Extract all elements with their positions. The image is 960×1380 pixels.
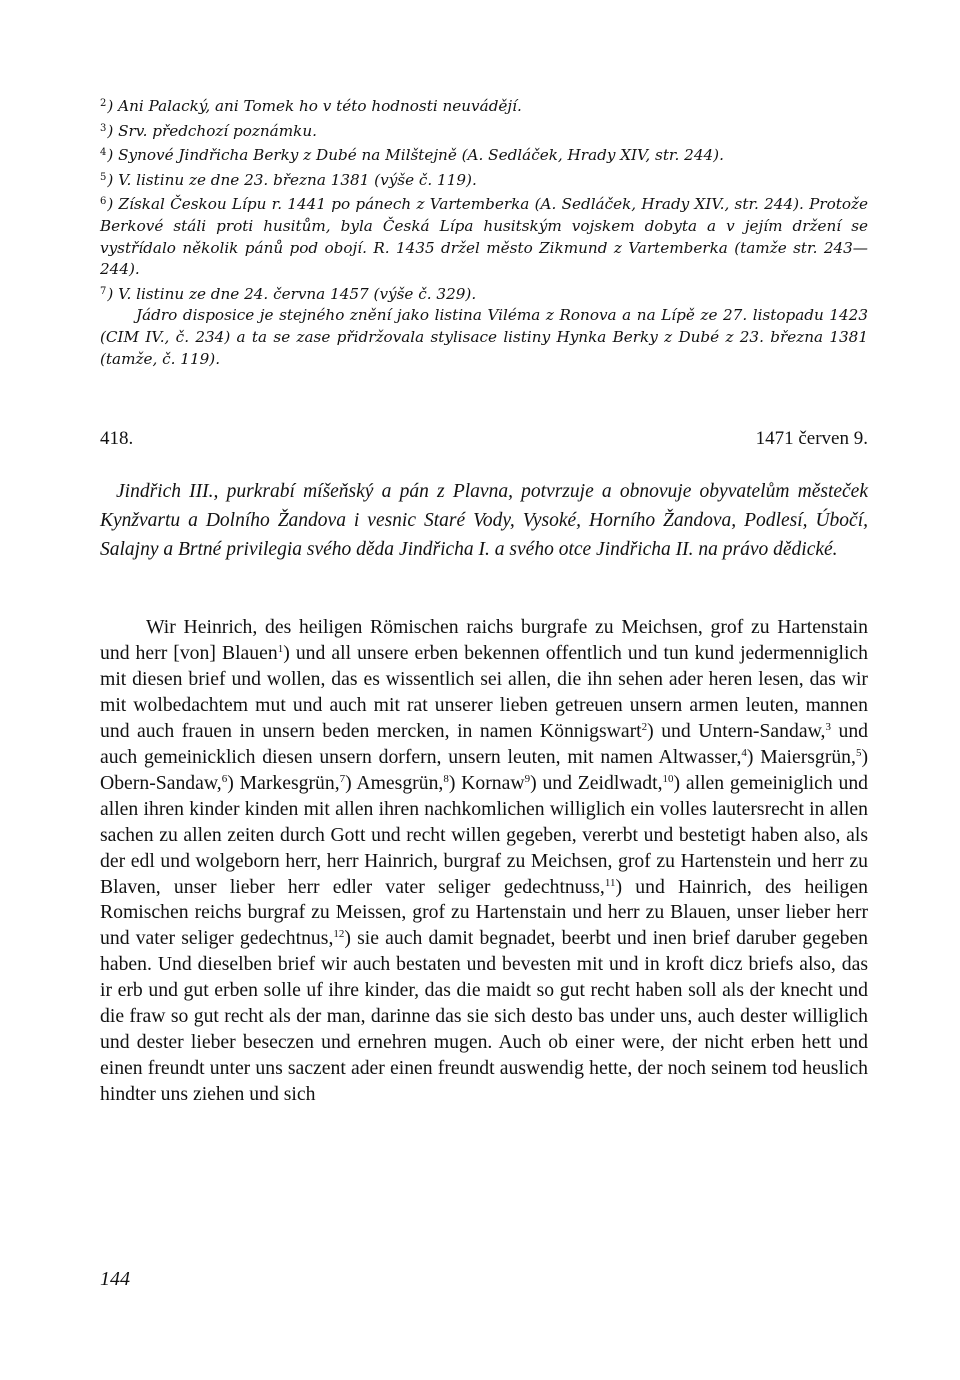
charter-text-segment: Wir Heinrich, des heiligen Römischen raichs burgrafe zu Meichsen, grof zu Hartenstain und herr [von] Blauen	[100, 616, 868, 664]
note-reference-mark: 6	[221, 772, 228, 785]
note-reference-mark: 8	[443, 772, 449, 785]
note-reference-mark: 7	[339, 772, 346, 785]
charter-text-segment: ) Markesgrün,	[227, 771, 340, 794]
note-reference-mark: 10	[662, 772, 674, 785]
charter-text-segment: ) Kornaw	[448, 771, 525, 794]
charter-text-segment: ) Obern-Sandaw,	[100, 745, 868, 794]
note-reference-mark: 2	[641, 720, 648, 733]
charter-text-segment: ) und Untern-Sandaw,	[647, 719, 826, 742]
page-number: 144	[100, 1268, 130, 1290]
charter-text-segment: ) und Hainrich, des heiligen Romischen reichs burgraf zu Meissen, grof zu Hartenstain und herr zu Blauen, unser lieber herr und vater seliger gedechtnus,	[100, 875, 868, 950]
footnote-4: $^4$) Synové Jindřicha Berky z Dubé na Milštejně (A. Sedláček, Hrady XIV, str. 244).	[100, 146, 724, 165]
footnote-disposition-note: Jádro disposice je stejného znění jako listina Viléma z Ronova a na Lípě ze 27. listopadu 1423 (CIM IV., č. 234) a ta se zase přidržovala stylisace listiny Hynka Berky z Dubé z 23. března 1381 (tamže, č. 119).	[100, 306, 868, 368]
charter-text	[100, 615, 868, 1108]
note-reference-mark: 11	[604, 876, 616, 889]
charter-text-segment: ) allen gemeiniglich und allen ihren kinder kinden mit allen ihren nachkomlichen williglich ein volles lautersrecht in allen sachen zu allen zeiten durch Gott und recht willen gegeben, vererbt und bestetigt haben also, als der edl und wolgeborn herr, herr Hainrich, burgraf zu Meichsen, grof zu Hartenstein und herr zu Blaven, unser lieber herr edler vater seliger gedechtnuss,	[100, 771, 869, 898]
footnote-3: $^3$) Srv. předchozí poznámku.	[100, 121, 317, 140]
footnote-6: $^6$) Získal Českou Lípu r. 1441 po pánech z Vartemberka (A. Sedláček, Hrady XIV., str. 244). Protože Berkové stáli proti husitům, byla Česká Lípa husitským vojskem dobyta a v jejím držení se vystřídalo několik pánů pod obojí. R. 1435 držel město Zikmund z Vartemberka (tamže str. 243—244).	[100, 195, 868, 279]
note-reference-mark: 4	[741, 746, 747, 759]
footnote-7: $^7$) V. listinu ze dne 24. června 1457 (výše č. 329).	[100, 284, 477, 303]
footnotes	[100, 93, 868, 370]
note-reference-mark: 3	[825, 720, 831, 733]
note-reference-mark: 1	[277, 642, 284, 655]
footnote-2: $^2$) Ani Palacký, ani Tomek ho v této hodnosti neuvádějí.	[100, 97, 522, 115]
note-reference-mark: 12	[333, 928, 345, 941]
document-regest: Jindřich III., purkrabí míšeňský a pán z Plavna, potvrzuje a obnovuje obyvatelům městeček Kynžvartu a Dolního Žandova i vesnic Staré Vody, Vysoké, Horního Žandova, Podlesí, Úbočí, Salajny a Brtné privilegia svého děda Jindřicha I. a svého otce Jindřicha II. na právo dědické.	[100, 481, 868, 561]
charter-text-segment: und auch gemeinicklich diesen unsern dorfern, unsern leuten, mit namen Altwasser,	[100, 719, 868, 768]
charter-text-segment: ) Maiersgrün,	[746, 745, 856, 768]
charter-text-segment: ) Amesgrün,	[345, 771, 444, 794]
document-date: 1471 červen 9.	[755, 428, 868, 449]
charter-text-segment: ) und all unsere erben bekennen offentlich und tun kund jedermenniglich mit diesen brief und wollen, das es wissentlich sei allen, die ihn sehen ader heren lesen, das wir mit wolbedachtem mut und auch mit rat unserer lieben getreuen unsern armen leuten, mannen und auch frauen in unsern beden mercken, in namen Könnigswart	[100, 641, 868, 742]
footnote-5: $^5$) V. listinu ze dne 23. března 1381 (výše č. 119).	[100, 170, 477, 189]
charter-text-segment: ) sie auch damit begnadet, beerbt und inen brief daruber gegeben haben. Und dieselben brief wir auch bestaten und bevesten mit und in kroft dicz briefs also, das ir erb und gut erben solle uf ihre kinder, das die maidt so gut recht haben soll als der knecht und die fraw so gut recht als der man, darinne das sie sich desto bas under uns, auch dester williglich und dester lieber beseczen und ernehren mugen. Auch ob einer were, der nicht erben hett und einen freundt unter uns saczent ader einen freundt auswendig hette, der noch seinem tod heuslich hindter uns ziehen und sich	[100, 927, 869, 1106]
document-number: 418.	[100, 428, 134, 449]
charter-text-segment: ) und Zeidlwadt,	[530, 771, 663, 794]
note-reference-mark: 9	[524, 772, 531, 785]
document-header	[100, 428, 868, 454]
note-reference-mark: 5	[855, 746, 862, 759]
